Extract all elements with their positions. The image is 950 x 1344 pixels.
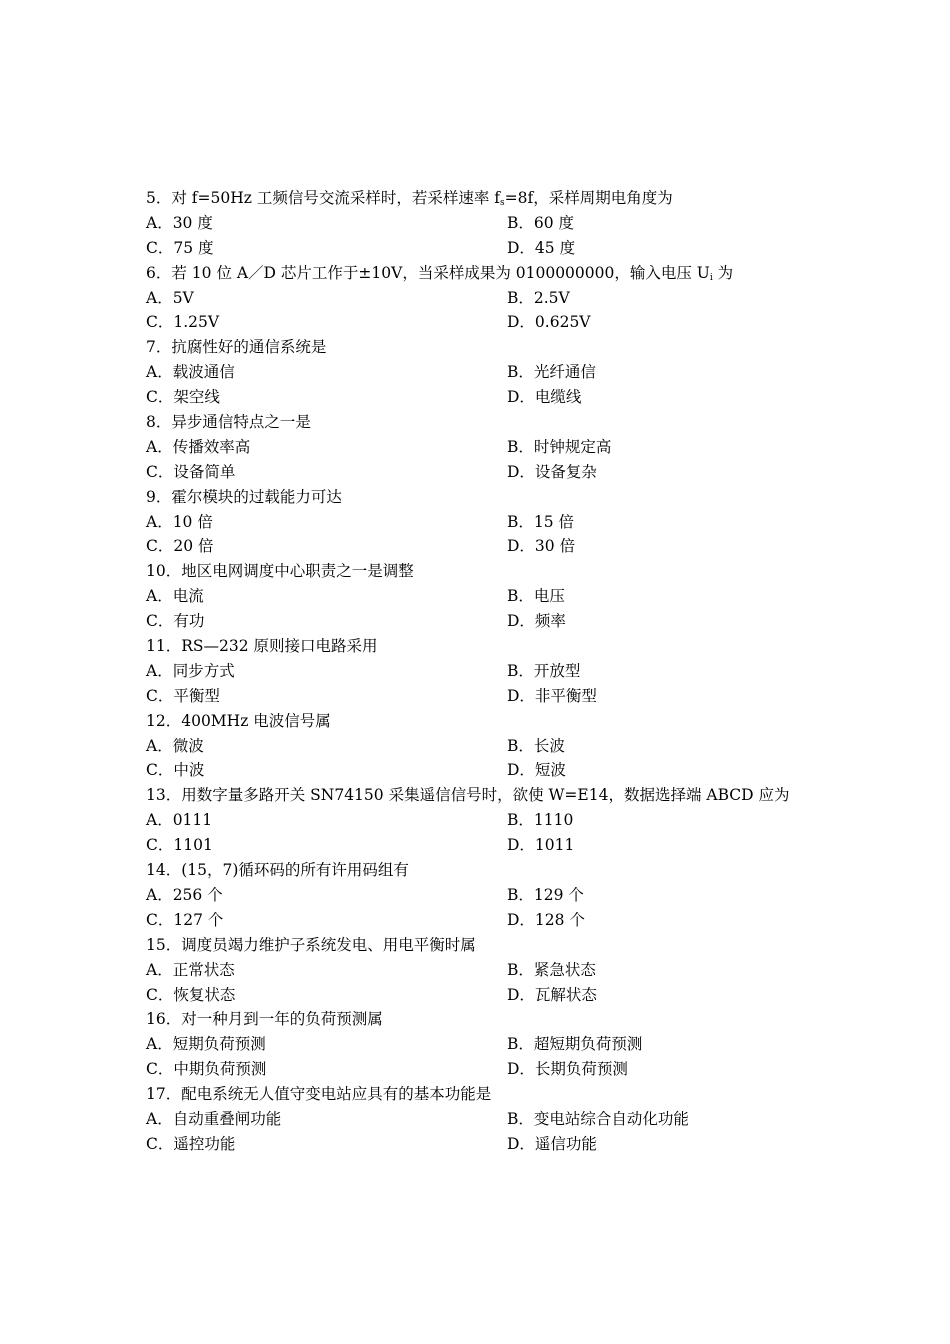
- option-row: [146, 310, 866, 335]
- question-block: [146, 1082, 866, 1157]
- stem-text: 17．配电系统无人值守变电站应具有的基本功能是: [146, 1085, 492, 1104]
- answer-option: A．0111: [146, 811, 213, 830]
- question-block: [146, 933, 866, 1008]
- answer-option: A．电流: [146, 587, 204, 606]
- stem-text: 11．RS—232 原则接口电路采用: [146, 637, 378, 656]
- answer-option: B．超短期负荷预测: [507, 1035, 643, 1054]
- question-block: [146, 1007, 866, 1082]
- stem-text: 7．抗腐性好的通信系统是: [146, 338, 327, 357]
- question-stem: [146, 858, 866, 883]
- question-stem: [146, 783, 866, 808]
- answer-option: C．中期负荷预测: [146, 1060, 267, 1079]
- answer-option: C．有功: [146, 612, 205, 631]
- answer-option: B．15 倍: [507, 512, 575, 531]
- question-block: [146, 410, 866, 485]
- subscript: i: [709, 272, 713, 283]
- question-block: [146, 186, 866, 261]
- question-stem: [146, 410, 866, 435]
- question-list: [146, 186, 866, 1157]
- answer-option: B．紧急状态: [507, 960, 596, 979]
- answer-option: D．45 度: [507, 238, 576, 257]
- answer-option: D．非平衡型: [507, 686, 597, 705]
- stem-text: 5．对 f=50Hz 工频信号交流采样时，若采样速率 f: [146, 189, 501, 207]
- answer-option: C．1101: [146, 836, 213, 855]
- question-stem: [146, 709, 866, 734]
- answer-option: D．短波: [507, 761, 566, 780]
- option-row: [146, 510, 866, 535]
- answer-option: B．60 度: [507, 213, 575, 232]
- question-stem: [146, 186, 866, 211]
- option-row: [146, 983, 866, 1008]
- option-row: [146, 236, 866, 261]
- option-row: [146, 435, 866, 460]
- question-stem: [146, 634, 866, 659]
- answer-option: A．正常状态: [146, 960, 235, 979]
- answer-option: A．短期负荷预测: [146, 1035, 266, 1054]
- subscript: s: [500, 198, 505, 208]
- stem-text: =8f，采样周期电角度为: [504, 189, 673, 207]
- stem-text: 9．霍尔模块的过载能力可达: [146, 487, 342, 506]
- question-block: [146, 858, 866, 933]
- option-row: [146, 908, 866, 933]
- question-stem: [146, 1082, 866, 1107]
- question-stem: [146, 261, 866, 286]
- answer-option: C．恢复状态: [146, 985, 236, 1004]
- question-block: [146, 485, 866, 560]
- answer-option: C．设备简单: [146, 462, 236, 481]
- stem-text: 16．对一种月到一年的负荷预测属: [146, 1010, 383, 1029]
- answer-option: A．传播效率高: [146, 437, 251, 456]
- stem-text: 10．地区电网调度中心职责之一是调整: [146, 562, 414, 581]
- answer-option: A．256 个: [146, 885, 223, 904]
- answer-option: C．遥控功能: [146, 1134, 236, 1153]
- stem-text: 为: [712, 263, 734, 282]
- answer-option: A．10 倍: [146, 512, 213, 531]
- answer-option: C．中波: [146, 761, 205, 780]
- option-row: [146, 734, 866, 759]
- answer-option: C．1.25V: [146, 313, 220, 332]
- question-stem: [146, 933, 866, 958]
- option-row: [146, 1032, 866, 1057]
- answer-option: B．电压: [507, 587, 565, 606]
- question-block: [146, 559, 866, 634]
- stem-text: 13．用数字量多路开关 SN74150 采集遥信信号时，欲使 W=E14，数据选择端 ABCD 应为: [146, 786, 790, 805]
- stem-text: 14．(15，7)循环码的所有许用码组有: [146, 861, 409, 880]
- answer-option: C．75 度: [146, 238, 214, 257]
- question-block: [146, 783, 866, 858]
- answer-option: B．1110: [507, 811, 574, 830]
- answer-option: D．0.625V: [507, 313, 591, 332]
- question-block: [146, 261, 866, 336]
- question-block: [146, 709, 866, 784]
- option-row: [146, 460, 866, 485]
- answer-option: B．光纤通信: [507, 363, 596, 382]
- answer-option: B．长波: [507, 736, 565, 755]
- stem-text: 12．400MHz 电波信号属: [146, 711, 331, 730]
- answer-option: D．设备复杂: [507, 462, 597, 481]
- question-block: [146, 634, 866, 709]
- option-row: [146, 360, 866, 385]
- option-row: [146, 1107, 866, 1132]
- answer-option: C．20 倍: [146, 537, 214, 556]
- answer-option: B．开放型: [507, 661, 581, 680]
- answer-option: D．128 个: [507, 910, 585, 929]
- question-stem: [146, 335, 866, 360]
- answer-option: A．自动重叠闸功能: [146, 1109, 282, 1128]
- option-row: [146, 659, 866, 684]
- answer-option: D．30 倍: [507, 537, 576, 556]
- option-row: [146, 534, 866, 559]
- question-block: [146, 335, 866, 410]
- answer-option: A．同步方式: [146, 661, 235, 680]
- answer-option: C．架空线: [146, 388, 220, 407]
- stem-text: 8．异步通信特点之一是: [146, 413, 311, 432]
- option-row: [146, 958, 866, 983]
- question-stem: [146, 1007, 866, 1032]
- option-row: [146, 684, 866, 709]
- option-row: [146, 584, 866, 609]
- option-row: [146, 286, 866, 311]
- option-row: [146, 1132, 866, 1157]
- answer-option: D．遥信功能: [507, 1134, 597, 1153]
- answer-option: D．瓦解状态: [507, 985, 597, 1004]
- option-row: [146, 211, 866, 236]
- question-stem: [146, 485, 866, 510]
- answer-option: B．时钟规定高: [507, 437, 612, 456]
- option-row: [146, 883, 866, 908]
- option-row: [146, 1057, 866, 1082]
- answer-option: C．127 个: [146, 910, 224, 929]
- answer-option: A．载波通信: [146, 363, 235, 382]
- answer-option: D．1011: [507, 836, 575, 855]
- option-row: [146, 833, 866, 858]
- stem-text: 6．若 10 位 A／D 芯片工作于±10V，当采样成果为 0100000000，输入电压 U: [146, 263, 710, 282]
- answer-option: D．长期负荷预测: [507, 1060, 628, 1079]
- stem-text: 15．调度员竭力维护子系统发电、用电平衡时属: [146, 935, 476, 954]
- answer-option: A．微波: [146, 736, 204, 755]
- answer-option: C．平衡型: [146, 686, 220, 705]
- option-row: [146, 385, 866, 410]
- answer-option: D．频率: [507, 612, 566, 631]
- option-row: [146, 808, 866, 833]
- option-row: [146, 758, 866, 783]
- option-row: [146, 609, 866, 634]
- answer-option: A．5V: [146, 288, 194, 307]
- answer-option: B．变电站综合自动化功能: [507, 1109, 689, 1128]
- answer-option: A．30 度: [146, 213, 213, 232]
- answer-option: D．电缆线: [507, 388, 582, 407]
- answer-option: B．129 个: [507, 885, 584, 904]
- question-stem: [146, 559, 866, 584]
- answer-option: B．2.5V: [507, 288, 570, 307]
